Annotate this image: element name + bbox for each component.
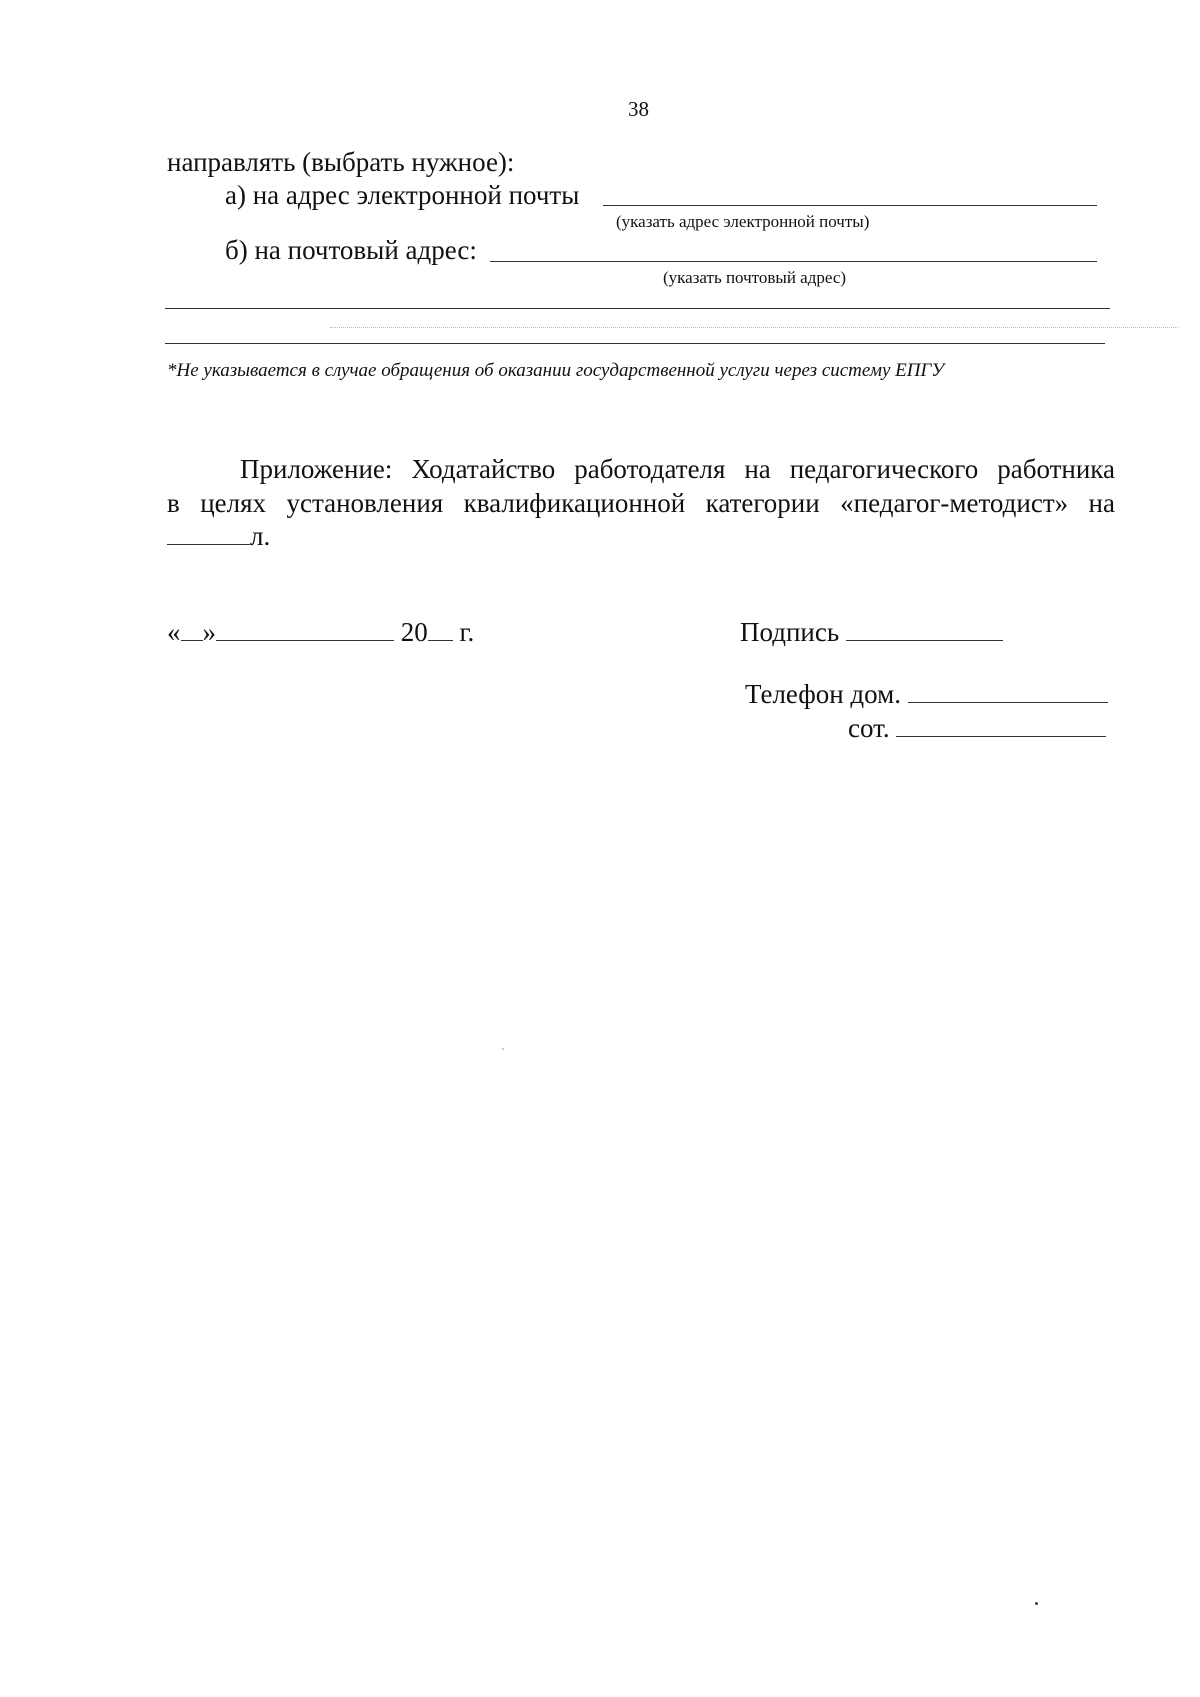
scan-artifact-line <box>330 327 1178 328</box>
postal-address-field-line-2[interactable] <box>165 308 1110 309</box>
phone-home-field[interactable] <box>908 680 1108 703</box>
date-open-quote: « <box>167 617 181 647</box>
year-prefix: 20 <box>400 617 428 647</box>
phone-home-label: Телефон дом. <box>745 679 901 709</box>
scan-speck <box>502 1048 504 1050</box>
phone-mobile-label: сот. <box>848 713 890 743</box>
post-option-label: б) на почтовый адрес: <box>225 235 477 265</box>
postal-address-field[interactable] <box>490 261 1097 262</box>
postal-address-field-line-3[interactable] <box>165 343 1105 344</box>
signature-label: Подпись <box>740 617 840 647</box>
email-hint: (указать адрес электронной почты) <box>616 212 870 231</box>
year-field[interactable] <box>428 618 453 641</box>
phone-home-block <box>745 678 1108 711</box>
attachment-line-1: Приложение: Ходатайство работодателя на педагогического работника <box>240 454 1115 484</box>
email-address-field[interactable] <box>603 205 1097 206</box>
attachment-line-2: в целях установления квалификационной категории «педагог-методист» на <box>167 488 1115 518</box>
day-field[interactable] <box>181 618 203 641</box>
date-close-quote: » <box>202 617 216 647</box>
month-field[interactable] <box>216 618 394 641</box>
signature-field[interactable] <box>846 618 1003 641</box>
sheet-count-field[interactable] <box>167 522 250 545</box>
phone-mobile-block <box>848 712 1106 745</box>
signature-block <box>740 616 1003 649</box>
date-block <box>167 616 474 649</box>
phone-mobile-field[interactable] <box>896 714 1106 737</box>
attachment-line-3 <box>167 520 270 553</box>
post-hint: (указать почтовый адрес) <box>663 268 847 287</box>
email-option-label: а) на адрес электронной почты <box>225 180 580 210</box>
sheets-suffix: л. <box>250 521 271 551</box>
page-number: 38 <box>628 97 649 121</box>
year-suffix: г. <box>459 617 475 647</box>
delivery-intro: направлять (выбрать нужное): <box>167 147 515 177</box>
footnote: *Не указывается в случае обращения об оказании государственной услуги через систему ЕПГУ <box>167 360 945 381</box>
scan-speck <box>1035 1602 1038 1605</box>
